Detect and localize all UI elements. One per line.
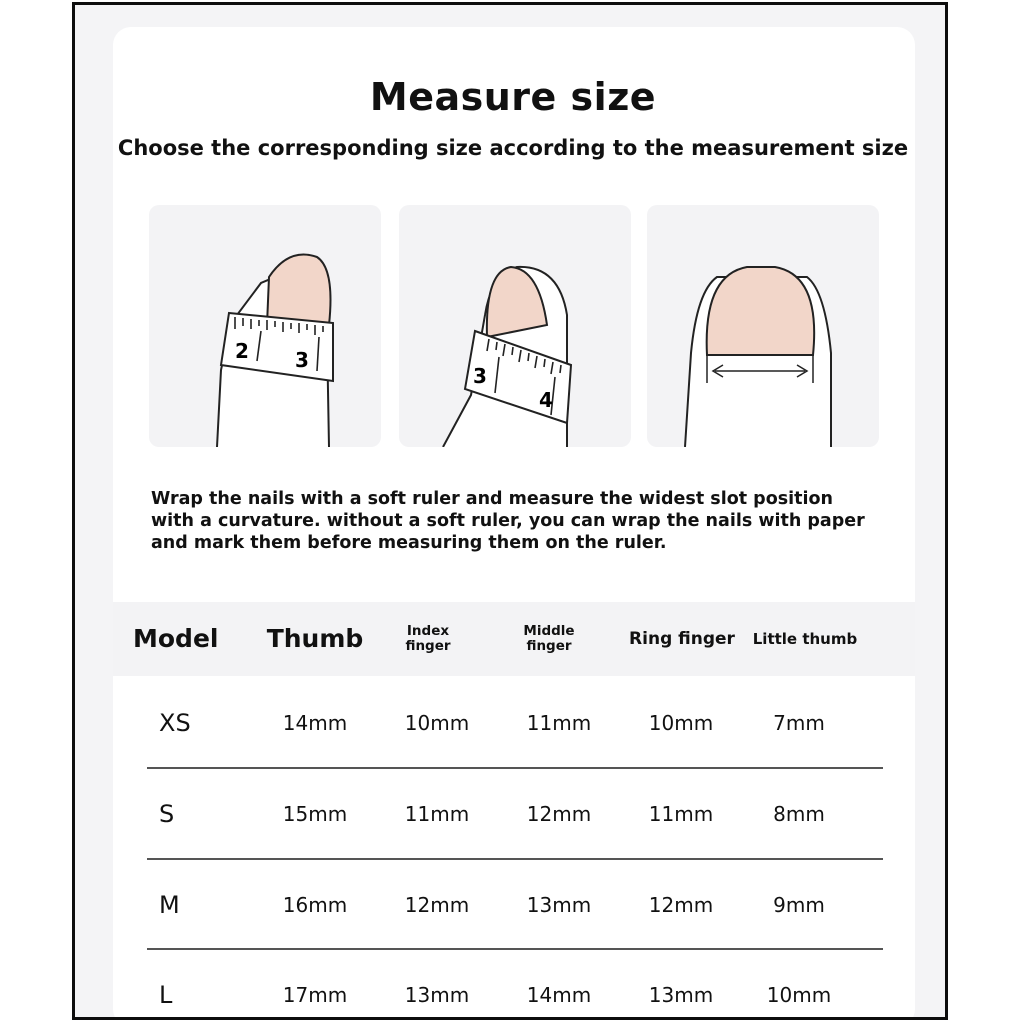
cell-middle: 13mm [526,893,592,917]
ruler-label: 2 [235,339,249,363]
index-measure-illustration [399,205,631,447]
cell-ring: 13mm [648,983,714,1007]
cell-ring: 11mm [648,802,714,826]
cell-thumb: 14mm [282,711,348,735]
cell-index: 12mm [404,893,470,917]
header-thumb: Thumb [266,624,364,654]
page-subtitle: Choose the corresponding size according to the measurement size [117,136,909,160]
cell-little: 10mm [766,983,832,1007]
cell-index: 13mm [404,983,470,1007]
header-ring-finger: Ring finger [629,628,735,649]
table-row [113,950,915,1020]
ruler-label: 3 [473,364,487,388]
page-frame [72,2,948,1020]
cell-model: M [159,891,180,919]
cell-model: L [159,981,173,1009]
cell-thumb: 17mm [282,983,348,1007]
cell-little: 7mm [773,711,825,735]
cell-middle: 12mm [526,802,592,826]
table-row [113,678,915,768]
cell-index: 11mm [404,802,470,826]
cell-middle: 11mm [526,711,592,735]
cell-model: S [159,800,175,828]
cell-index: 10mm [404,711,470,735]
cell-little: 8mm [773,802,825,826]
header-little-thumb: Little thumb [752,629,858,648]
thumb-measure-illustration [149,205,381,447]
cell-ring: 12mm [648,893,714,917]
page-title: Measure size [369,75,657,119]
header-index-finger: Index finger [405,623,451,654]
nail-width-illustration [647,205,879,447]
index-finger-ruler-icon [399,205,631,447]
cell-thumb: 15mm [282,802,348,826]
size-table [113,602,915,1020]
cell-middle: 14mm [526,983,592,1007]
thumb-ruler-icon [149,205,381,447]
cell-model: XS [159,709,191,737]
header-model: Model [133,624,219,654]
nail-width-arrow-icon [647,205,879,447]
cell-ring: 10mm [648,711,714,735]
cell-thumb: 16mm [282,893,348,917]
measurement-instructions: Wrap the nails with a soft ruler and measure the widest slot position with a curvature. without a soft ruler, you can wrap the nails with paper and mark them before measuring them on the ruler. [151,489,865,553]
table-row [113,769,915,859]
ruler-label: 3 [295,348,309,372]
cell-little: 9mm [773,893,825,917]
table-row [113,860,915,950]
ruler-label: 4 [539,388,553,412]
table-header [113,602,915,676]
header-middle-finger: Middle finger [523,623,575,654]
